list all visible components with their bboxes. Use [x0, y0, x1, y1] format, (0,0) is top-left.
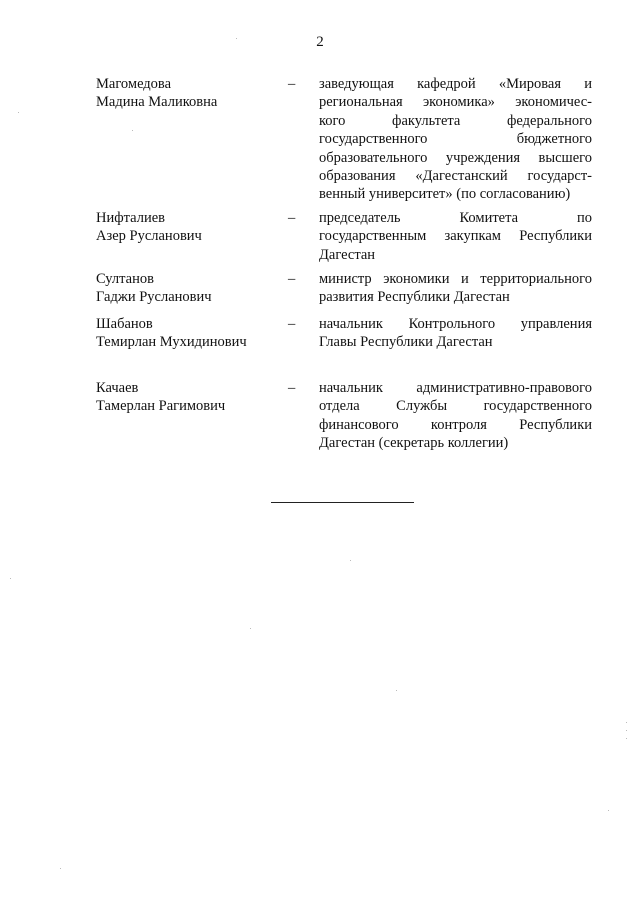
scan-speck — [396, 690, 397, 691]
page-number: 2 — [316, 34, 324, 50]
dash-separator: – — [288, 316, 296, 332]
member-entry — [96, 209, 596, 264]
role-line: министр экономики и территориального — [319, 271, 592, 287]
member-given-name: Мадина Маликовна — [96, 94, 218, 111]
closing-rule — [271, 502, 414, 503]
member-role — [319, 75, 592, 204]
role-line: начальник административно-правового — [319, 380, 592, 396]
member-surname: Качаев — [96, 380, 139, 396]
scan-speck — [626, 722, 627, 723]
role-line: заведующая кафедрой «Мировая и — [319, 76, 592, 92]
member-surname: Султанов — [96, 271, 154, 287]
role-line: кого факультета федерального — [319, 112, 592, 129]
role-line: начальник Контрольного управления — [319, 316, 592, 332]
scan-speck — [60, 868, 61, 869]
scan-speck — [18, 112, 19, 113]
member-given-name: Азер Русланович — [96, 228, 202, 245]
role-line: Главы Республики Дагестан — [319, 334, 493, 351]
scan-speck — [250, 628, 251, 629]
scan-speck — [608, 810, 609, 811]
member-surname: Шабанов — [96, 316, 153, 332]
dash-separator: – — [288, 76, 296, 92]
role-line: Дагестан — [319, 246, 376, 263]
role-line: Дагестан (секретарь коллегии) — [319, 435, 509, 452]
member-name — [96, 209, 288, 264]
member-name — [96, 379, 288, 453]
role-line: председатель Комитета по — [319, 210, 592, 226]
member-role — [319, 315, 592, 352]
role-line: развития Республики Дагестан — [319, 289, 510, 306]
scan-speck — [132, 130, 133, 131]
scan-speck — [626, 730, 627, 731]
member-entry — [96, 75, 596, 204]
member-entry — [96, 270, 596, 307]
role-line: финансового контроля Республики — [319, 416, 592, 433]
role-line: региональная экономика» экономичес- — [319, 94, 592, 111]
role-line: венный университет» (по согласованию) — [319, 186, 571, 203]
member-surname: Нифталиев — [96, 210, 165, 226]
dash-separator: – — [288, 210, 296, 226]
member-name — [96, 270, 288, 307]
scan-speck — [626, 738, 627, 739]
role-line: образования «Дагестанский государст- — [319, 167, 592, 184]
member-entry — [96, 379, 596, 453]
scan-speck — [236, 38, 237, 39]
member-name — [96, 315, 288, 352]
dash-separator: – — [288, 271, 296, 287]
scan-speck — [10, 578, 11, 579]
role-line: государственным закупкам Республики — [319, 228, 592, 245]
dash-separator: – — [288, 380, 296, 396]
member-given-name: Гаджи Русланович — [96, 289, 212, 306]
member-name — [96, 75, 288, 204]
role-line: образовательного учреждения высшего — [319, 149, 592, 166]
member-role — [319, 270, 592, 307]
member-given-name: Тамерлан Рагимович — [96, 398, 226, 415]
role-line: государственного бюджетного — [319, 131, 592, 148]
member-entry — [96, 315, 596, 352]
member-role — [319, 209, 592, 264]
member-surname: Магомедова — [96, 76, 172, 92]
member-role — [319, 379, 592, 453]
member-given-name: Темирлан Мухидинович — [96, 334, 247, 351]
role-line: отдела Службы государственного — [319, 398, 592, 415]
scan-speck — [350, 560, 351, 561]
